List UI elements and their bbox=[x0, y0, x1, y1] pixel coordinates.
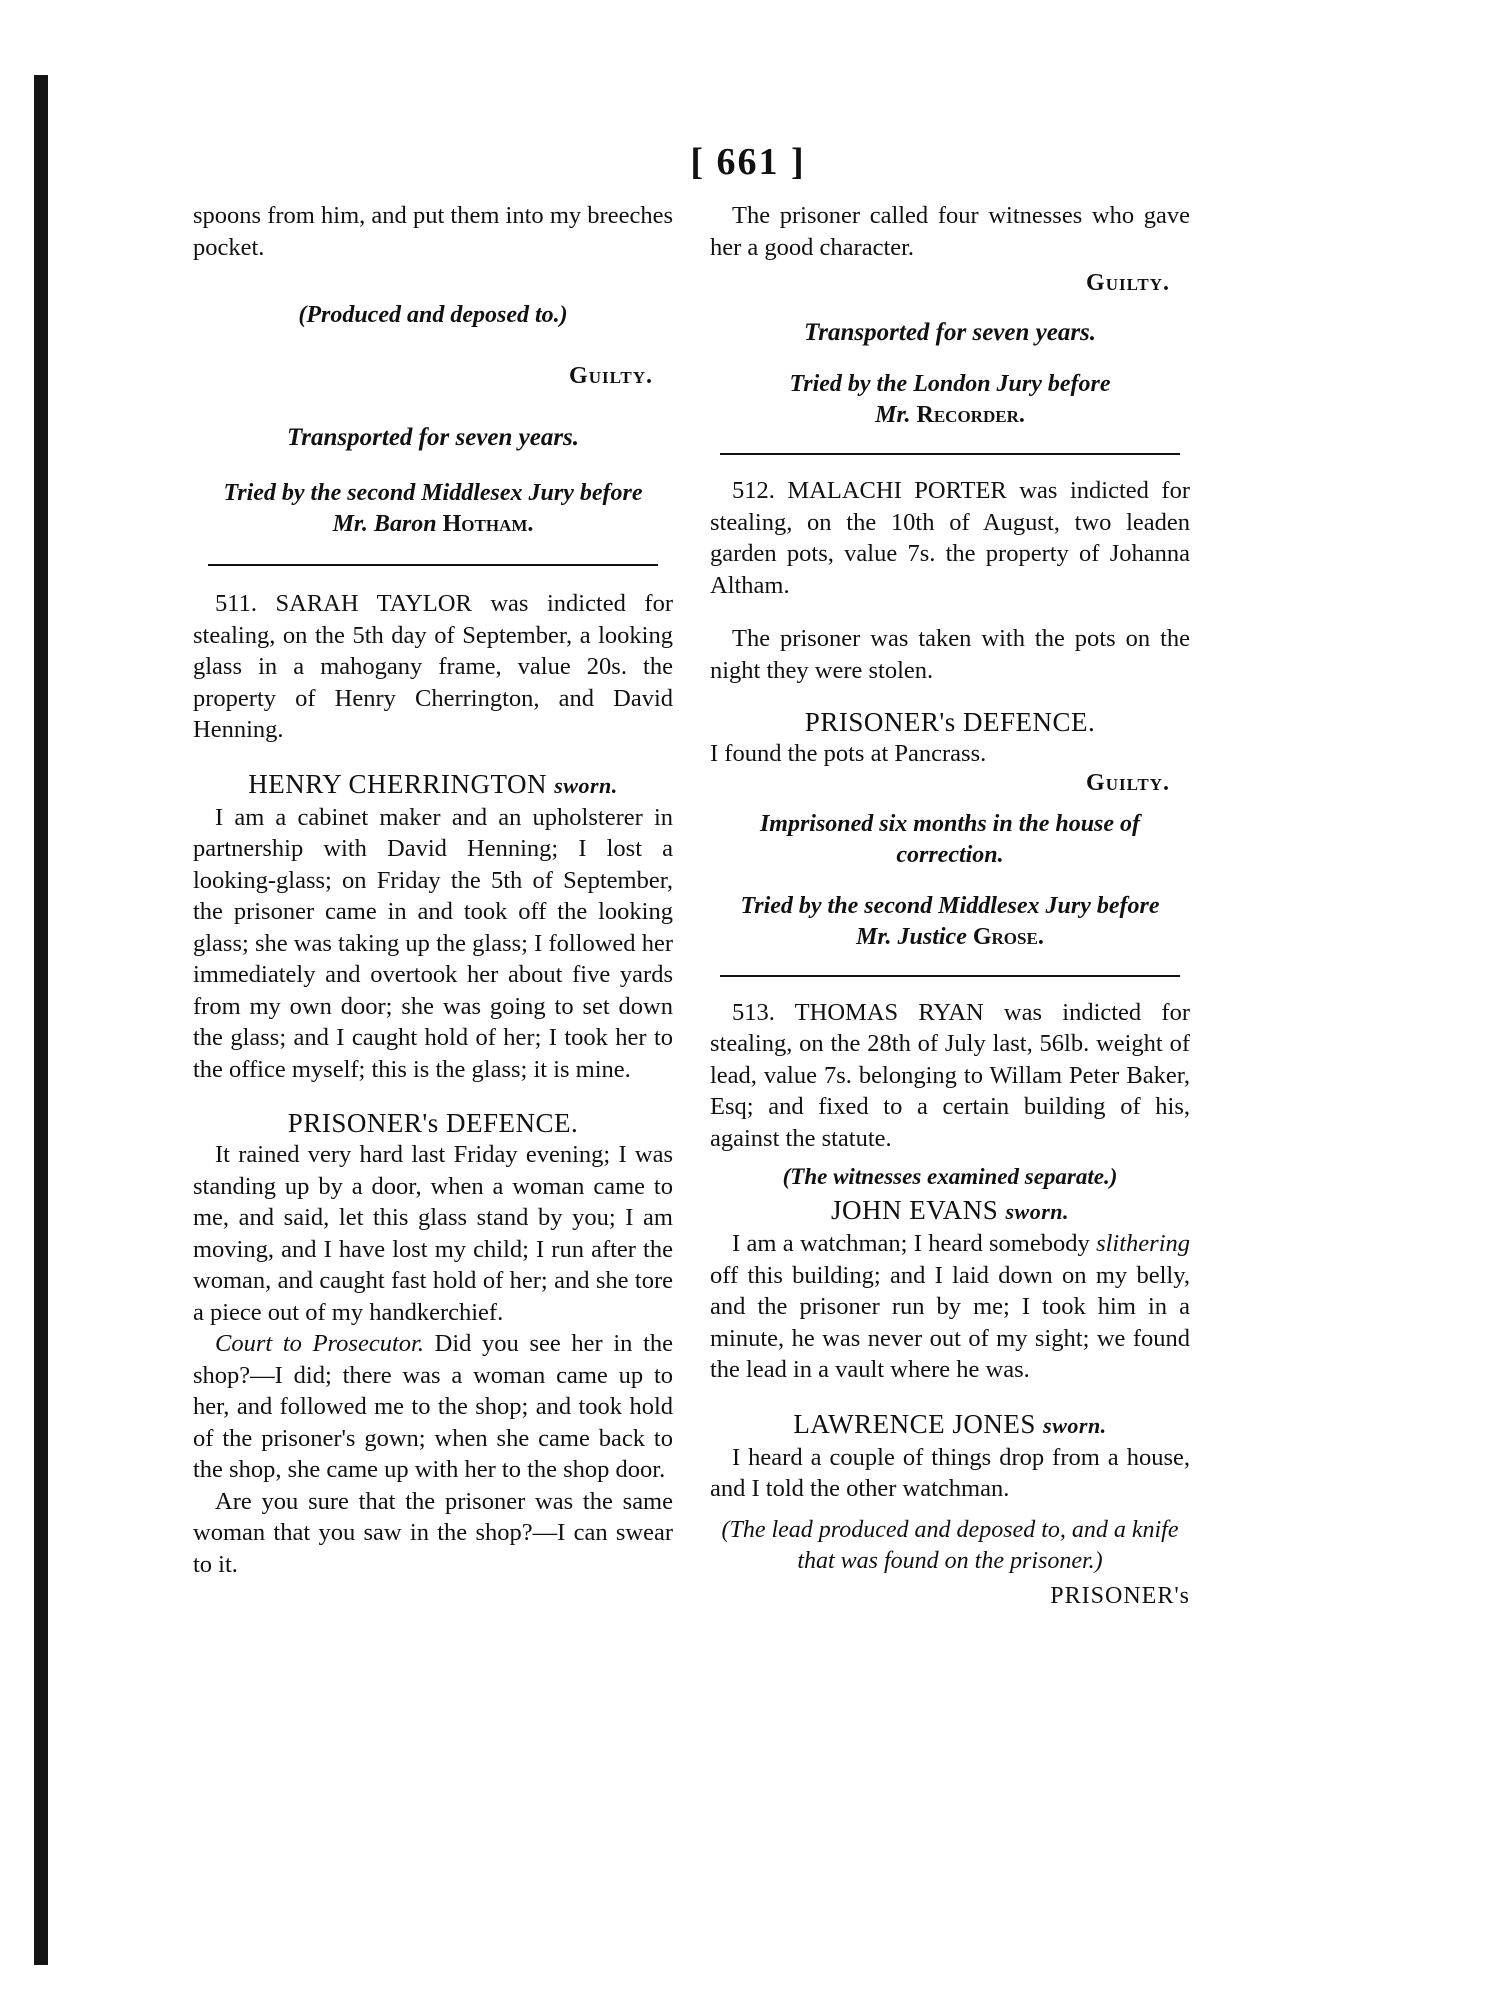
tried-by-2-judge: Recorder. bbox=[916, 402, 1025, 428]
sworn-label: sworn. bbox=[1005, 1199, 1070, 1224]
page-number: [ 661 ] bbox=[690, 141, 806, 183]
witness-name: JOHN EVANS bbox=[830, 1195, 999, 1225]
prisoner-defence-text-1: It rained very hard last Friday evening; I was standing up by a door, when a woman came to me, and said, let this glass stand by you; I am moving, and I have lost my child; I run after the woman, and caught fast hold of her; and she tore a piece out of my handkerchief. bbox=[193, 1141, 673, 1326]
produced-note: (Produced and deposed to.) bbox=[298, 302, 568, 328]
sworn-label: sworn. bbox=[554, 772, 618, 798]
tried-by-2-line: Tried by the London Jury before bbox=[789, 371, 1111, 397]
prisoner-defence-heading-2: PRISONER's DEFENCE. bbox=[804, 707, 1096, 737]
section-divider bbox=[720, 975, 1180, 977]
tried-by-3-judge: Grose. bbox=[972, 923, 1044, 950]
witness-heading-evans bbox=[710, 1194, 1190, 1228]
character-witnesses: The prisoner called four witnesses who gave her a good character. bbox=[710, 202, 1190, 261]
witness-name: LAWRENCE JONES bbox=[793, 1408, 1036, 1439]
court-question bbox=[193, 1328, 673, 1486]
continuation-text: spoons from him, and put them into my breeches pocket. bbox=[193, 202, 673, 261]
tried-by-1-line: Tried by the second Middlesex Jury before bbox=[223, 480, 643, 506]
witness-testimony-cherrington: I am a cabinet maker and an upholsterer in partnership with David Henning; I lost a looking-glass; on Friday the 5th of September, the prisoner came in and took off the looking glass; she was taking up the glass; I followed her immediately and overtook her about five yards from my own door; she was going to set down the glass; and I caught hold of her; I took her to the office myself; this is the glass; it is mine. bbox=[193, 803, 673, 1083]
court-speaker: Court to Prosecutor. bbox=[215, 1330, 424, 1357]
case-512-evidence: The prisoner was taken with the pots on the night they were stolen. bbox=[710, 625, 1190, 684]
tried-by-1-title: Mr. Baron bbox=[332, 511, 437, 537]
catchword: PRISONER's bbox=[1050, 1582, 1190, 1609]
tried-by-2 bbox=[710, 369, 1190, 431]
sentence-1: Transported for seven years. bbox=[286, 424, 580, 451]
testimony-emphasis: slithering bbox=[1096, 1230, 1191, 1257]
follow-up-question: Are you sure that the prisoner was the same woman that you saw in the shop?—I can swear to it. bbox=[193, 1487, 673, 1578]
sworn-label: sworn. bbox=[1043, 1412, 1107, 1438]
witness-testimony-evans bbox=[710, 1228, 1190, 1386]
witness-heading-jones bbox=[710, 1408, 1190, 1442]
lead-produced-note: (The lead produced and deposed to, and a knife that was found on the prisoner.) bbox=[721, 1516, 1179, 1574]
witness-heading-cherrington bbox=[193, 768, 673, 802]
verdict-guilty-2: Guilty. bbox=[1086, 270, 1170, 296]
section-divider bbox=[720, 453, 1180, 455]
testimony-part: I am a watchman; I heard somebody bbox=[732, 1230, 1090, 1257]
sentence-2: Transported for seven years. bbox=[803, 319, 1097, 346]
witness-testimony-jones: I heard a couple of things drop from a house, and I told the other watchman. bbox=[710, 1443, 1190, 1502]
tried-by-3-line: Tried by the second Middlesex Jury before bbox=[740, 892, 1160, 919]
sentence-3: Imprisoned six months in the house of correction. bbox=[759, 810, 1141, 868]
tried-by-3-title: Mr. Justice bbox=[856, 923, 967, 950]
case-512-indictment: 512. MALACHI PORTER was indicted for stealing, on the 10th of August, two leaden garden pots, value 7s. the property of Johanna Altham. bbox=[710, 477, 1190, 599]
tried-by-2-title: Mr. bbox=[875, 402, 911, 428]
verdict-guilty-1: Guilty. bbox=[569, 363, 653, 389]
verdict-guilty-3: Guilty. bbox=[1086, 769, 1170, 796]
court-question-text: Did you see her in the shop?—I did; there was a woman came up to her, and followed me to the shop; and took hold of the prisoner's gown; when she came back to the shop, she came up with her to the shop door. bbox=[193, 1330, 673, 1483]
witnesses-separate-note: (The witnesses examined separate.) bbox=[782, 1164, 1118, 1189]
prisoner-defence-heading-1: PRISONER's DEFENCE. bbox=[287, 1108, 579, 1138]
right-column bbox=[710, 200, 1190, 1610]
witness-name: HENRY CHERRINGTON bbox=[248, 768, 547, 799]
left-column bbox=[193, 200, 673, 1580]
prisoner-defence-text-2: I found the pots at Pancrass. bbox=[710, 740, 987, 767]
case-511-indictment: 511. SARAH TAYLOR was indicted for stealing, on the 5th day of September, a looking glass in a mahogany frame, value 20s. the property of Henry Cherrington, and David Henning. bbox=[193, 590, 673, 743]
tried-by-3 bbox=[710, 891, 1190, 953]
section-divider bbox=[208, 564, 658, 566]
tried-by-1-judge: Hotham. bbox=[442, 511, 534, 537]
tried-by-1 bbox=[193, 478, 673, 540]
case-513-indictment: 513. THOMAS RYAN was indicted for stealing, on the 28th of July last, 56lb. weight of lead, value 7s. belonging to Willam Peter Baker, Esq; and fixed to a certain building of his, against the statute. bbox=[710, 998, 1190, 1152]
testimony-part: off this building; and I laid down on my belly, and the prisoner run by me; I took him in a minute, he was never out of my sight; we found the lead in a vault where he was. bbox=[710, 1261, 1190, 1383]
page-edge-shadow bbox=[34, 75, 48, 1965]
